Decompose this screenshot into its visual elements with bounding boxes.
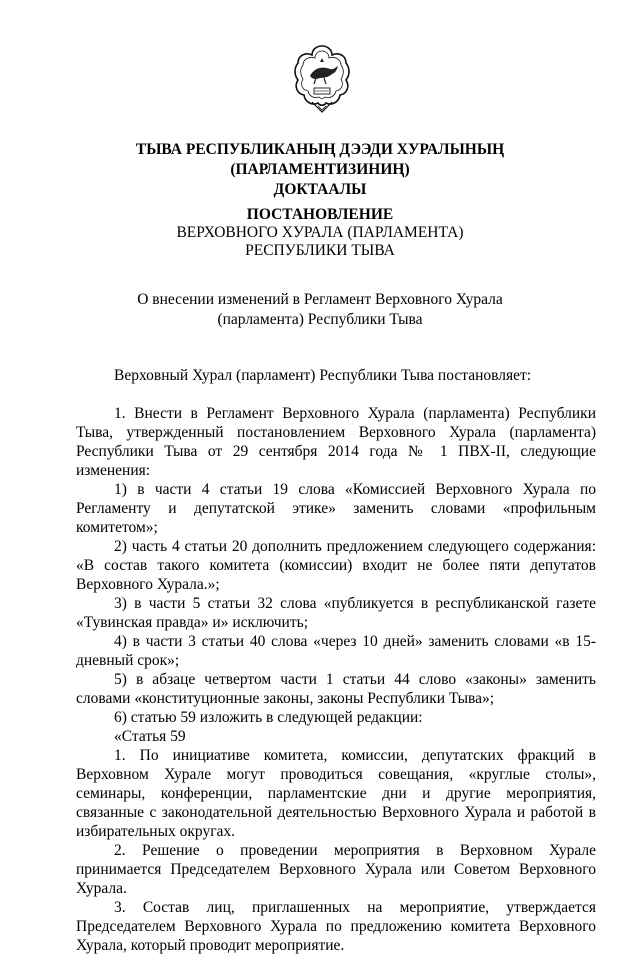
subitem-3-paragraph: 3) в части 5 статьи 32 слова «публикуется в республиканской газете «Тувинская правда» и» исключить; — [76, 595, 596, 631]
header-line-1: ТЫВА РЕСПУБЛИКАНЫҢ ДЭЭДИ ХУРАЛЫНЫҢ — [135, 141, 505, 158]
article-59-part-3: 3. Состав лиц, приглашенных на мероприятие, утверждается Председателем Верховного Хурала по предложению комитета Верховного Хурала, который проводит мероприятие. — [76, 899, 596, 954]
resolution-title: ПОСТАНОВЛЕНИЕ — [246, 206, 394, 223]
resolution-line-2: ВЕРХОВНОГО ХУРАЛА (ПАРЛАМЕНТА) — [176, 224, 464, 241]
article-59-part-2: 2. Решение о проведении мероприятия в Верховном Хурале принимается Председателем Верховного Хурала или Советом Верховного Хурала. — [76, 842, 596, 897]
header-line-3: ДОКТААЛЫ — [273, 181, 367, 198]
subject-line-1: О внесении изменений в Регламент Верховного Хурала — [137, 291, 503, 308]
document-body — [76, 366, 596, 955]
article-59-part-1: 1. По инициативе комитета, комиссии, депутатских фракций в Верховном Хурале могут проводиться совещания, «круглые столы», семинары, конференции, парламентские дни и другие мероприятия, связанные с законодательной деятельностью Верховного Хурала и работой в избирательных округах. — [76, 747, 596, 840]
resolution-line-3: РЕСПУБЛИКИ ТЫВА — [245, 242, 395, 259]
item-1-paragraph: 1. Внести в Регламент Верховного Хурала (парламента) Республики Тыва, утвержденный постановлением Верховного Хурала (парламента) Республики Тыва от 29 сентября 2014 года № 1 ПВХ-II, следующие изменения: — [76, 405, 596, 479]
article-59-heading: «Статья 59 — [114, 728, 186, 745]
header-line-2: (ПАРЛАМЕНТИЗИНИҢ) — [230, 161, 410, 178]
subitem-6-paragraph: 6) статью 59 изложить в следующей редакции: — [114, 709, 423, 726]
subitem-4-paragraph: 4) в части 3 статьи 40 слова «через 10 дней» заменить словами «в 15-дневный срок»; — [76, 633, 596, 669]
subitem-5-paragraph: 5) в абзаце четвертом части 1 статьи 44 слово «законы» заменить словами «конституционные законы, законы Республики Тыва»; — [76, 671, 596, 707]
subitem-1-paragraph: 1) в части 4 статьи 19 слова «Комиссией Верховного Хурала по Регламенту и депутатской этике» заменить словами «профильным комитетом»; — [76, 481, 596, 536]
subject-line-2: (парламента) Республики Тыва — [217, 311, 423, 328]
preamble-paragraph: Верховный Хурал (парламент) Республики Тыва постановляет: — [114, 367, 532, 384]
subitem-2-paragraph: 2) часть 4 статьи 20 дополнить предложением следующего содержания: «В состав такого комитета (комиссии) входит не более пяти депутатов Верховного Хурала.»; — [76, 538, 596, 593]
coat-of-arms-emblem — [290, 42, 354, 118]
